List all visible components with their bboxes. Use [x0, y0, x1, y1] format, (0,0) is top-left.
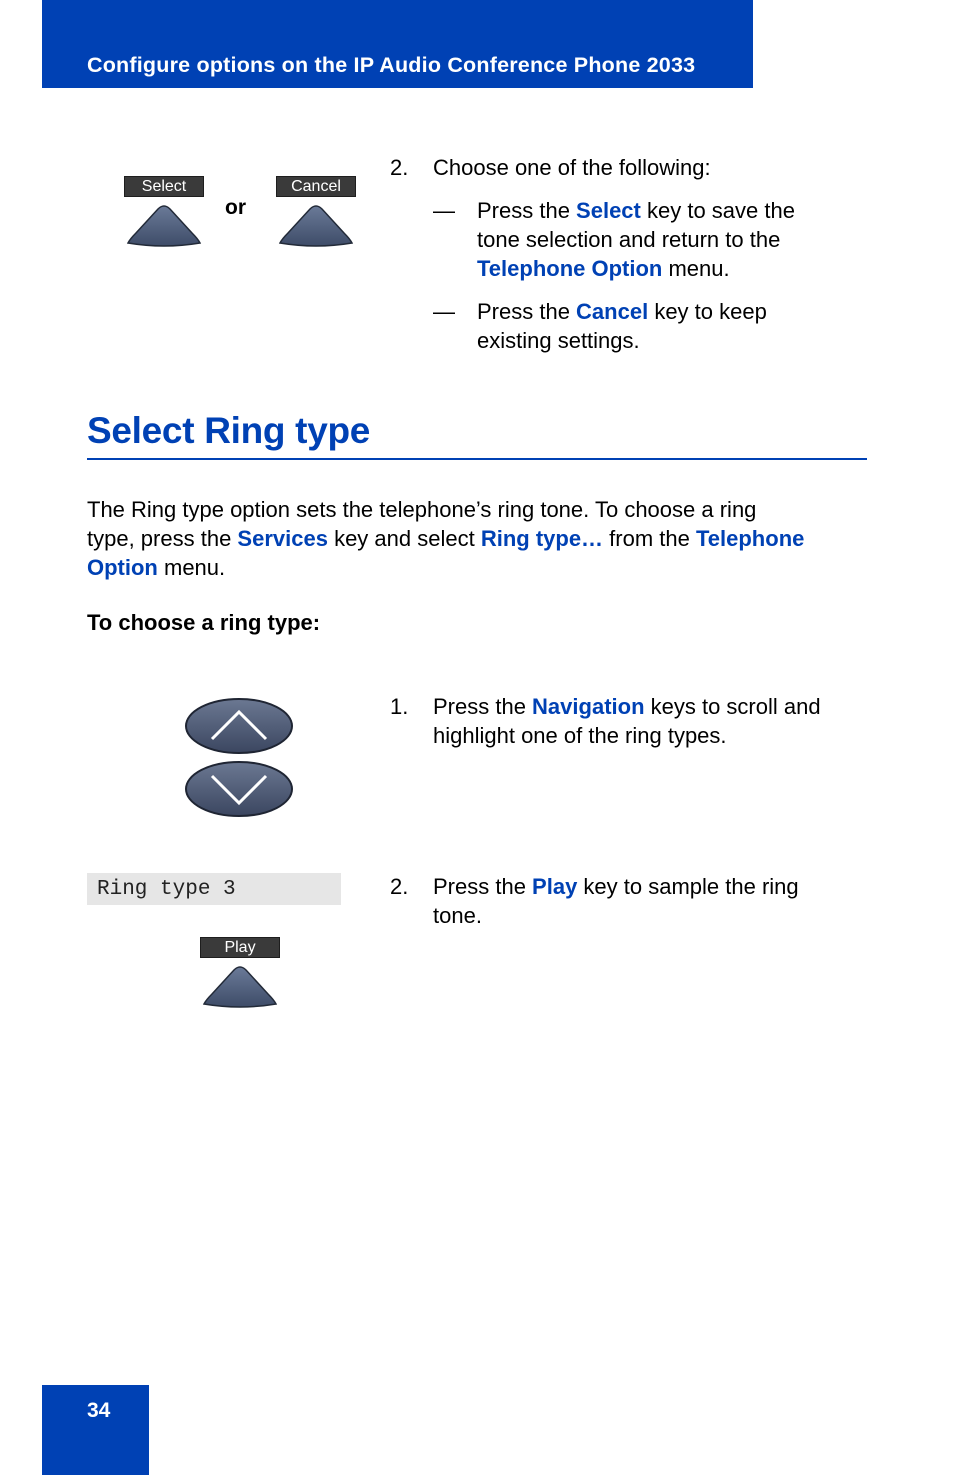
section-title: Select Ring type: [87, 410, 371, 451]
select-keyword: Select: [576, 198, 641, 223]
step1-line2: highlight one of the ring types.: [433, 723, 727, 748]
navigation-up-key[interactable]: [184, 697, 294, 760]
intro-line3: Option menu.: [87, 555, 226, 580]
cancel-key-label: Cancel: [276, 176, 356, 197]
cancel-softkey[interactable]: [276, 176, 356, 247]
intro-line2: type, press the Services key and select Ring type… from the Telephone: [87, 526, 805, 551]
option-select-line2: tone selection and return to the: [477, 227, 781, 252]
option-cancel-line2: existing settings.: [477, 328, 640, 353]
select-key-label: Select: [124, 176, 204, 197]
step-intro: Choose one of the following:: [433, 155, 711, 180]
step1-line1: Press the Navigation keys to scroll and: [433, 694, 821, 719]
step-number: 2.: [390, 155, 409, 180]
section-divider: [87, 458, 867, 460]
select-softkey[interactable]: [124, 176, 204, 247]
play-softkey[interactable]: [200, 937, 280, 1008]
or-text: or: [225, 196, 246, 219]
phone-display: Ring type 3: [87, 873, 341, 905]
ring-type-keyword: Ring type…: [480, 526, 604, 551]
services-keyword: Services: [237, 526, 328, 551]
intro-line1: The Ring type option sets the telephone’s ring tone. To choose a ring: [87, 497, 757, 522]
step-number: 2.: [390, 874, 409, 899]
option-dash: —: [433, 198, 455, 223]
play-keyword: Play: [532, 874, 578, 899]
navigation-up-icon: [184, 697, 294, 755]
option-dash: —: [433, 299, 455, 324]
option-cancel-line1: Press the Cancel key to keep: [477, 299, 767, 324]
page-number: 34: [87, 1399, 111, 1422]
step2-line2: tone.: [433, 903, 482, 928]
option-select-line3: Telephone Option menu.: [477, 256, 730, 281]
play-key-label: Play: [200, 937, 280, 958]
play-key-icon: [200, 964, 280, 1008]
telephone-keyword: Telephone: [695, 526, 805, 551]
telephone-option-keyword: Telephone Option: [477, 256, 663, 281]
option-keyword: Option: [87, 555, 158, 580]
navigation-keyword: Navigation: [532, 694, 645, 719]
navigation-down-icon: [184, 760, 294, 818]
navigation-down-key[interactable]: [184, 760, 294, 823]
step-number: 1.: [390, 694, 409, 719]
page-header-title: Configure options on the IP Audio Conference Phone 2033: [87, 53, 696, 77]
procedure-heading: To choose a ring type:: [87, 610, 321, 635]
cancel-keyword: Cancel: [576, 299, 649, 324]
select-key-icon: [124, 203, 204, 247]
cancel-key-icon: [276, 203, 356, 247]
option-select-line1: Press the Select key to save the: [477, 198, 795, 223]
step2-line1: Press the Play key to sample the ring: [433, 874, 799, 899]
